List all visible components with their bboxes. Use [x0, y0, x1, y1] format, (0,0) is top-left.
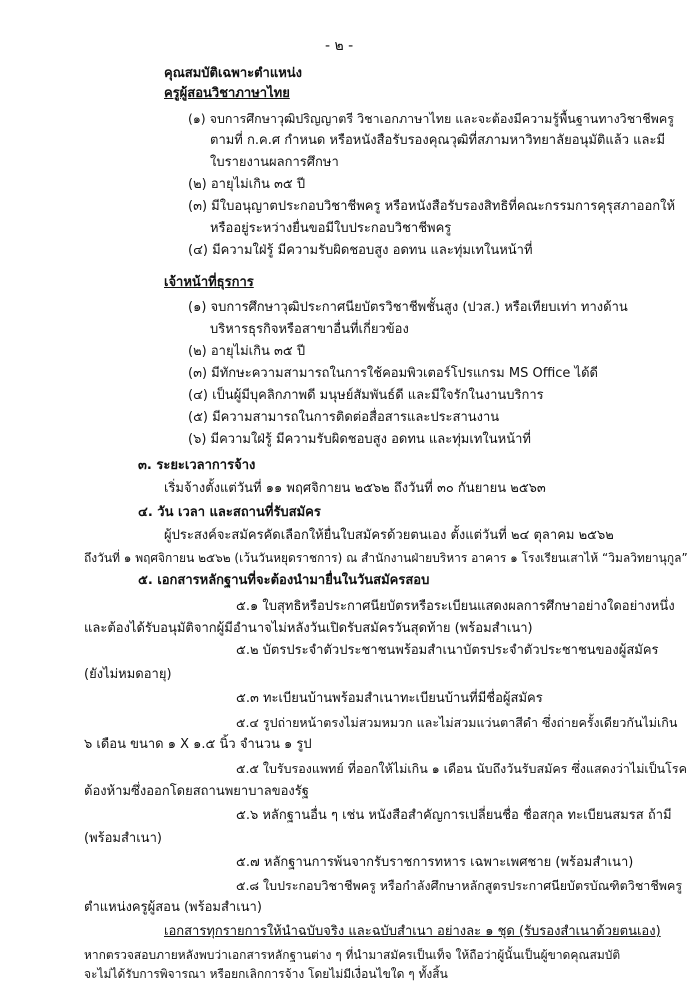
- doc-5-1: ๕.๑ ใบสุทธิหรือประกาศนียบัตรหรือระเบียนแสดงผลการศึกษาอย่างใดอย่างหนึ่ง: [236, 599, 675, 614]
- doc-5-4: ๕.๔ รูปถ่ายหน้าตรงไม่สวมหมวก และไม่สวมแว่นตาสีดำ ซึ่งถ่ายครั้งเดียวกันไม่เกิน: [236, 715, 678, 730]
- officer-item-2: (๒) อายุไม่เกิน ๓๕ ปี: [188, 344, 306, 359]
- section-5-heading: ๕. เอกสารหลักฐานที่จะต้องนำมายื่นในวันสมัครสอบ: [138, 573, 430, 588]
- teacher-item-1-cont: ตามที่ ก.ค.ศ กำหนด หรือหนังสือรับรองคุณวุฒิที่สภามหาวิทยาลัยอนุมัติแล้ว และมี: [210, 133, 666, 148]
- section-4-line-1: ผู้ประสงค์จะสมัครคัดเลือกให้ยื่นใบสมัครด้วยตนเอง ตั้งแต่วันที่ ๒๔ ตุลาคม ๒๕๖๒: [164, 528, 614, 543]
- section-4-line-2: ถึงวันที่ ๑ พฤศจิกายน ๒๕๖๒ (เว้นวันหยุดราชการ) ณ สำนักงานฝ่ายบริหาร อาคาร ๑ โรงเรียนเสาไห้ “วิมลวิทยานุกูล”: [84, 551, 688, 565]
- teacher-item-3: (๓) มีใบอนุญาตประกอบวิชาชีพครู หรือหนังสือรับรองสิทธิที่คณะกรรมการคุรุสภาออกให้: [188, 199, 676, 214]
- notice-line-3: จะไม่ได้รับการพิจารณา หรือยกเลิกการจ้าง โดยไม่มีเงื่อนไขใด ๆ ทั้งสิ้น: [84, 967, 448, 981]
- doc-5-4-cont: ๖ เดือน ขนาด ๑ X ๑.๕ นิ้ว จำนวน ๑ รูป: [84, 737, 312, 752]
- notice-line-1: เอกสารทุกรายการให้นำฉบับจริง และฉบับสำเนา อย่างละ ๑ ชุด (รับรองสำเนาด้วยตนเอง): [164, 924, 661, 939]
- teacher-item-4: (๔) มีความใฝ่รู้ มีความรับผิดชอบสูง อดทน และทุ่มเทในหน้าที่: [188, 243, 533, 258]
- officer-item-3: (๓) มีทักษะความสามารถในการใช้คอมพิวเตอร์โปรแกรม MS Office ได้ดี: [188, 366, 598, 381]
- section-3-heading: ๓. ระยะเวลาการจ้าง: [138, 458, 256, 473]
- doc-5-5: ๕.๕ ใบรับรองแพทย์ ที่ออกให้ไม่เกิน ๑ เดือน นับถึงวันรับสมัคร ซึ่งแสดงว่าไม่เป็นโรค: [236, 761, 687, 776]
- doc-5-2: ๕.๒ บัตรประจำตัวประชาชนพร้อมสำเนาบัตรประจำตัวประชาชนของผู้สมัคร: [236, 643, 659, 658]
- page-number: - ๒ -: [325, 38, 354, 54]
- officer-item-1: (๑) จบการศึกษาวุฒิประกาศนียบัตรวิชาชีพชั้นสูง (ปวส.) หรือเทียบเท่า ทางด้าน: [188, 300, 628, 315]
- doc-5-8: ๕.๘ ใบประกอบวิชาชีพครู หรือกำลังศึกษาหลักสูตรประกาศนียบัตรบัณฑิตวิชาชีพครู: [236, 878, 683, 893]
- teacher-item-1: (๑) จบการศึกษาวุฒิปริญญาตรี วิชาเอกภาษาไทย และจะต้องมีความรู้พื้นฐานทางวิชาชีพครู: [188, 111, 674, 126]
- doc-5-6: ๕.๖ หลักฐานอื่น ๆ เช่น หนังสือสำคัญการเปลี่ยนชื่อ ชื่อสกุล ทะเบียนสมรส ถ้ามี: [236, 808, 672, 823]
- notice-line-2: หากตรวจสอบภายหลังพบว่าเอกสารหลักฐานต่าง ๆ ที่นำมาสมัครเป็นเท็จ ให้ถือว่าผู้นั้นเป็นผู้ขาดคุณสมบัติ: [84, 948, 621, 962]
- officer-item-4: (๔) เป็นผู้มีบุคลิกภาพดี มนุษย์สัมพันธ์ดี และมีใจรักในงานบริการ: [188, 388, 544, 403]
- doc-5-3: ๕.๓ ทะเบียนบ้านพร้อมสำเนาทะเบียนบ้านที่มีชื่อผู้สมัคร: [236, 691, 543, 706]
- teacher-item-2: (๒) อายุไม่เกิน ๓๕ ปี: [188, 177, 306, 192]
- doc-5-2-cont: (ยังไม่หมดอายุ): [84, 667, 172, 682]
- officer-item-5: (๕) มีความสามารถในการติดต่อสื่อสารและประสานงาน: [188, 410, 500, 425]
- doc-5-7: ๕.๗ หลักฐานการพ้นจากรับราชการทหาร เฉพาะเพศชาย (พร้อมสำเนา): [236, 855, 634, 870]
- doc-5-8-cont: ตำแหน่งครูผู้สอน (พร้อมสำเนา): [84, 900, 262, 915]
- officer-heading: เจ้าหน้าที่ธุรการ: [164, 275, 254, 290]
- officer-item-1-cont: บริหารธุรกิจหรือสาขาอื่นที่เกี่ยวข้อง: [210, 322, 409, 337]
- section-title: คุณสมบัติเฉพาะตำแหน่ง: [164, 66, 303, 81]
- section-4-heading: ๔. วัน เวลา และสถานที่รับสมัคร: [138, 505, 321, 520]
- section-3-text: เริ่มจ้างตั้งแต่วันที่ ๑๑ พฤศจิกายน ๒๕๖๒ ถึงวันที่ ๓๐ กันยายน ๒๕๖๓: [164, 481, 546, 496]
- doc-5-6-cont: (พร้อมสำเนา): [84, 831, 162, 846]
- doc-5-1-cont: และต้องได้รับอนุมัติจากผู้มีอำนาจไม่หลังวันเปิดรับสมัครวันสุดท้าย (พร้อมสำเนา): [84, 621, 533, 636]
- doc-5-5-cont: ต้องห้ามซึ่งออกโดยสถานพยาบาลของรัฐ: [84, 784, 309, 799]
- officer-item-6: (๖) มีความใฝ่รู้ มีความรับผิดชอบสูง อดทน และทุ่มเทในหน้าที่: [188, 432, 531, 447]
- teacher-item-3-cont: หรืออยู่ระหว่างยื่นขอมีใบประกอบวิชาชีพครู: [210, 221, 452, 236]
- teacher-item-1-cont: ใบรายงานผลการศึกษา: [210, 155, 339, 170]
- teacher-heading: ครูผู้สอนวิชาภาษาไทย: [164, 86, 290, 101]
